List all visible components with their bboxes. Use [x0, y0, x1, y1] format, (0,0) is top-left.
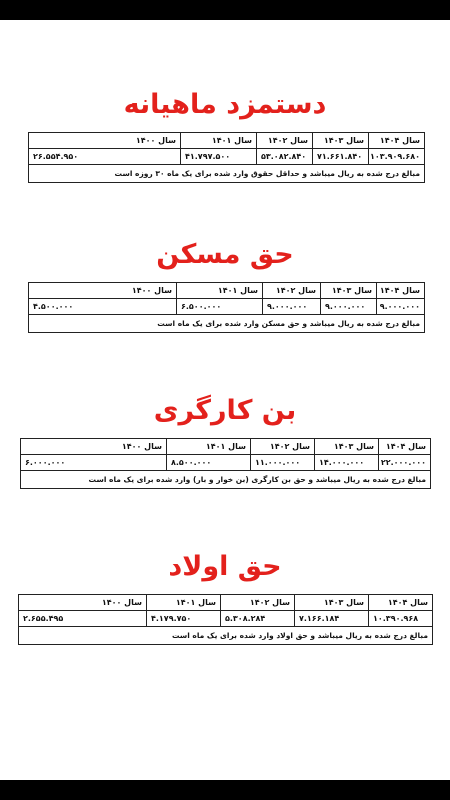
value-cell: ۵۳.۰۸۲.۸۴۰: [257, 149, 313, 165]
header-cell: سال ۱۴۰۱: [181, 133, 257, 149]
section-title: حق اولاد: [168, 551, 282, 582]
section-title: حق مسکن: [156, 239, 294, 270]
value-cell: ۱۰۳.۹۰۹.۶۸۰: [369, 149, 425, 165]
value-cell: ۵.۳۰۸.۲۸۴: [221, 611, 295, 627]
header-cell: سال ۱۴۰۳: [313, 133, 369, 149]
section-title: دستمزد ماهیانه: [123, 89, 327, 120]
value-cell: ۱۱.۰۰۰.۰۰۰: [251, 455, 315, 471]
note-cell: مبالغ درج شده به ریال میباشد و حق بن کارگری (بن خوار و بار) وارد شده برای یک ماه است: [21, 471, 431, 489]
header-row: [21, 439, 431, 455]
value-cell: ۹.۰۰۰.۰۰۰: [263, 299, 321, 315]
note-cell: مبالغ درج شده به ریال میباشد و حداقل حقوق وارد شده برای یک ماه ۳۰ روزه است: [29, 165, 425, 183]
value-cell: ۶.۰۰۰.۰۰۰: [21, 455, 167, 471]
header-cell: سال ۱۴۰۱: [167, 439, 251, 455]
header-cell: سال ۱۴۰۴: [377, 283, 425, 299]
header-cell: سال ۱۴۰۴: [369, 133, 425, 149]
value-cell: ۹.۰۰۰.۰۰۰: [377, 299, 425, 315]
header-cell: سال ۱۴۰۰: [19, 595, 147, 611]
header-row: [29, 283, 425, 299]
header-cell: سال ۱۴۰۲: [257, 133, 313, 149]
header-cell: سال ۱۴۰۳: [321, 283, 377, 299]
value-cell: ۲۲.۰۰۰.۰۰۰: [379, 455, 431, 471]
value-cell: ۷۱.۶۶۱.۸۴۰: [313, 149, 369, 165]
value-cell: ۲.۶۵۵.۴۹۵: [19, 611, 147, 627]
note-row: [19, 627, 433, 645]
voucher-table: [20, 438, 431, 489]
value-cell: ۴.۵۰۰.۰۰۰: [29, 299, 177, 315]
header-cell: سال ۱۴۰۰: [21, 439, 167, 455]
value-cell: ۸.۵۰۰.۰۰۰: [167, 455, 251, 471]
header-cell: سال ۱۴۰۳: [295, 595, 369, 611]
header-cell: سال ۱۴۰۴: [379, 439, 431, 455]
note-cell: مبالغ درج شده به ریال میباشد و حق اولاد وارد شده برای یک ماه است: [19, 627, 433, 645]
note-row: [21, 471, 431, 489]
value-cell: ۹.۰۰۰.۰۰۰: [321, 299, 377, 315]
wage-table: [28, 132, 425, 183]
value-row: [21, 455, 431, 471]
child-allowance-table: [18, 594, 433, 645]
header-cell: سال ۱۴۰۳: [315, 439, 379, 455]
header-cell: سال ۱۴۰۲: [251, 439, 315, 455]
value-cell: ۱۰.۳۹۰.۹۶۸: [369, 611, 433, 627]
value-cell: ۴.۱۷۹.۷۵۰: [147, 611, 221, 627]
header-cell: سال ۱۴۰۰: [29, 133, 181, 149]
value-row: [29, 299, 425, 315]
header-row: [29, 133, 425, 149]
document-page: [0, 20, 450, 780]
header-cell: سال ۱۴۰۱: [177, 283, 263, 299]
value-cell: ۶.۵۰۰.۰۰۰: [177, 299, 263, 315]
header-cell: سال ۱۴۰۰: [29, 283, 177, 299]
value-row: [19, 611, 433, 627]
note-row: [29, 315, 425, 333]
header-cell: سال ۱۴۰۴: [369, 595, 433, 611]
section-title: بن کارگری: [153, 395, 297, 426]
value-cell: ۴۱.۷۹۷.۵۰۰: [181, 149, 257, 165]
value-row: [29, 149, 425, 165]
header-row: [19, 595, 433, 611]
header-cell: سال ۱۴۰۲: [221, 595, 295, 611]
note-row: [29, 165, 425, 183]
header-cell: سال ۱۴۰۱: [147, 595, 221, 611]
value-cell: ۲۶.۵۵۴.۹۵۰: [29, 149, 181, 165]
value-cell: ۷.۱۶۶.۱۸۴: [295, 611, 369, 627]
header-cell: سال ۱۴۰۲: [263, 283, 321, 299]
value-cell: ۱۴.۰۰۰.۰۰۰: [315, 455, 379, 471]
note-cell: مبالغ درج شده به ریال میباشد و حق مسکن وارد شده برای یک ماه است: [29, 315, 425, 333]
housing-table: [28, 282, 425, 333]
